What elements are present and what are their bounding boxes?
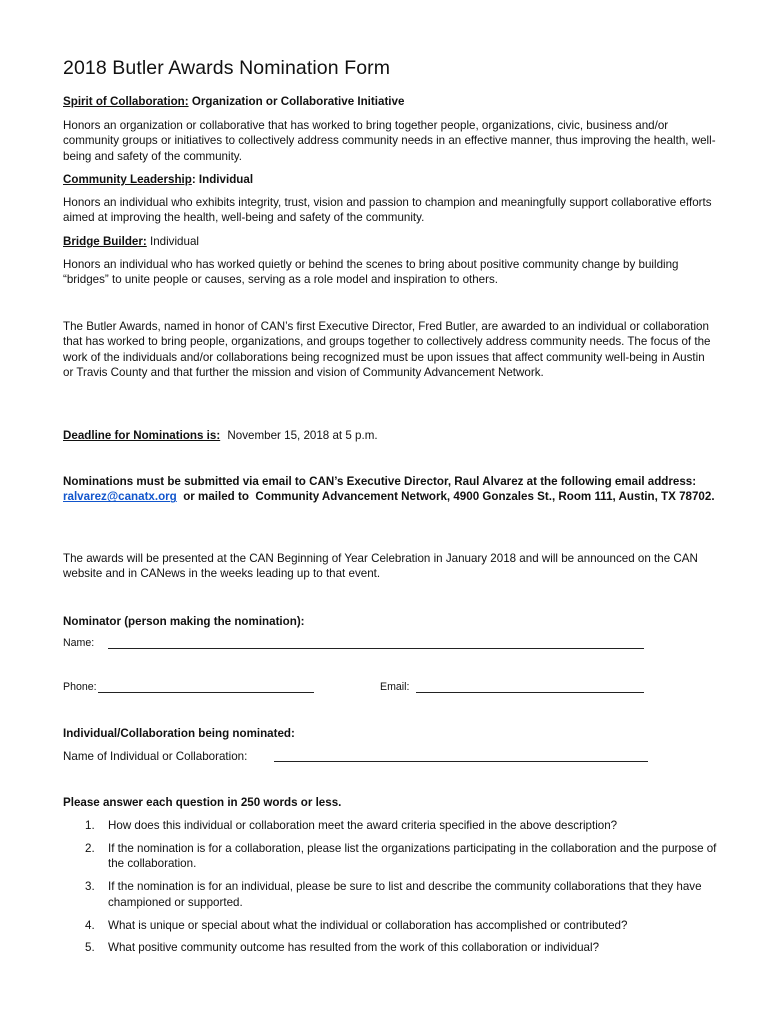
question-item (63, 879, 730, 910)
nominator-email-label: Email: (380, 681, 410, 693)
nominator-name-field[interactable] (108, 637, 644, 649)
category-name: Bridge Builder: (63, 235, 147, 248)
questions-heading: Please answer each question in 250 words or less. (63, 796, 342, 809)
category-description: Honors an individual who exhibits integrity, trust, vision and passion to champion and meaningfully support collaborative efforts aimed at improving the health, well-being and safety of the community. (63, 196, 712, 225)
nominator-phone-field[interactable] (98, 681, 314, 693)
category-name: Spirit of Collaboration: (63, 95, 189, 108)
nominee-heading: Individual/Collaboration being nominated: (63, 727, 295, 740)
question-text: What is unique or special about what the individual or collaboration has accomplished or contributed? (108, 918, 628, 932)
question-number: 5. (85, 941, 95, 955)
nominator-phone-label: Phone: (63, 681, 97, 693)
page-title: 2018 Butler Awards Nomination Form (63, 57, 391, 79)
submission-paragraph (63, 474, 718, 505)
deadline-label: Deadline for Nominations is: (63, 429, 221, 442)
nominator-heading: Nominator (person making the nomination): (63, 615, 305, 628)
question-item (63, 918, 730, 933)
question-number: 1. (85, 819, 95, 832)
questions-list (63, 818, 730, 963)
category-type: Individual (149, 235, 199, 248)
category-description: Honors an organization or collaborative that has worked to bring together people, organizations, civic, business and/or community groups or initiatives to collectively address community needs in an effective manner, thus improving the health, well-being and safety of the community. (63, 119, 716, 163)
nominee-name-label: Name of Individual or Collaboration: (63, 750, 248, 763)
question-item (63, 940, 730, 955)
question-item (63, 818, 730, 833)
email-link[interactable]: ralvarez@canatx.org (63, 490, 177, 504)
submission-text-after: or mailed to Community Advancement Network, 4900 Gonzales St., Room 111, Austin, TX 78702. (176, 490, 715, 504)
submission-text-before: Nominations must be submitted via email to CAN’s Executive Director, Raul Alvarez at the following email address: (63, 475, 697, 488)
question-text: If the nomination is for an individual, please be sure to list and describe the community collaborations that they have championed or supported. (108, 880, 702, 909)
question-text: What positive community outcome has resulted from the work of this collaboration or individual? (108, 941, 600, 955)
category-heading-collaboration (63, 94, 718, 109)
category-heading-leadership (63, 172, 718, 187)
question-text: If the nomination is for a collaboration, please list the organizations participating in the collaboration and the purpose of the collaboration. (108, 841, 717, 871)
about-paragraph: The Butler Awards, named in honor of CAN’s first Executive Director, Fred Butler, are awarded to an individual or collaboration that has worked to bring people, organizations, and groups together to collectively address community needs. The focus of the work of the individuals and/or collaborations being recognized must be upon issues that affect community well-being in Austin or Travis County and that further the mission and vision of Community Advancement Network. (63, 320, 711, 380)
question-number: 2. (85, 841, 95, 855)
nominee-name-field[interactable] (274, 750, 648, 762)
deadline-value: November 15, 2018 at 5 p.m. (227, 429, 378, 442)
question-number: 3. (85, 880, 95, 894)
deadline-line (63, 428, 718, 443)
question-number: 4. (85, 918, 95, 932)
question-item (63, 841, 730, 872)
category-type: : Individual (191, 173, 254, 186)
category-name: Community Leadership (63, 173, 192, 186)
nominator-email-field[interactable] (416, 681, 644, 693)
presentation-paragraph: The awards will be presented at the CAN Beginning of Year Celebration in January 2018 and will be announced on the CAN website and in CANews in the weeks leading up to that event. (63, 552, 698, 581)
category-heading-bridge-builder (63, 234, 718, 249)
question-text: How does this individual or collaboration meet the award criteria specified in the above description? (108, 819, 618, 832)
category-type: Organization or Collaborative Initiative (191, 95, 405, 108)
category-description: Honors an individual who has worked quietly or behind the scenes to bring about positive community change by building “bridges” to unite people or causes, serving as a role model and inspiration to others. (63, 258, 679, 287)
nominator-name-label: Name: (63, 637, 95, 649)
